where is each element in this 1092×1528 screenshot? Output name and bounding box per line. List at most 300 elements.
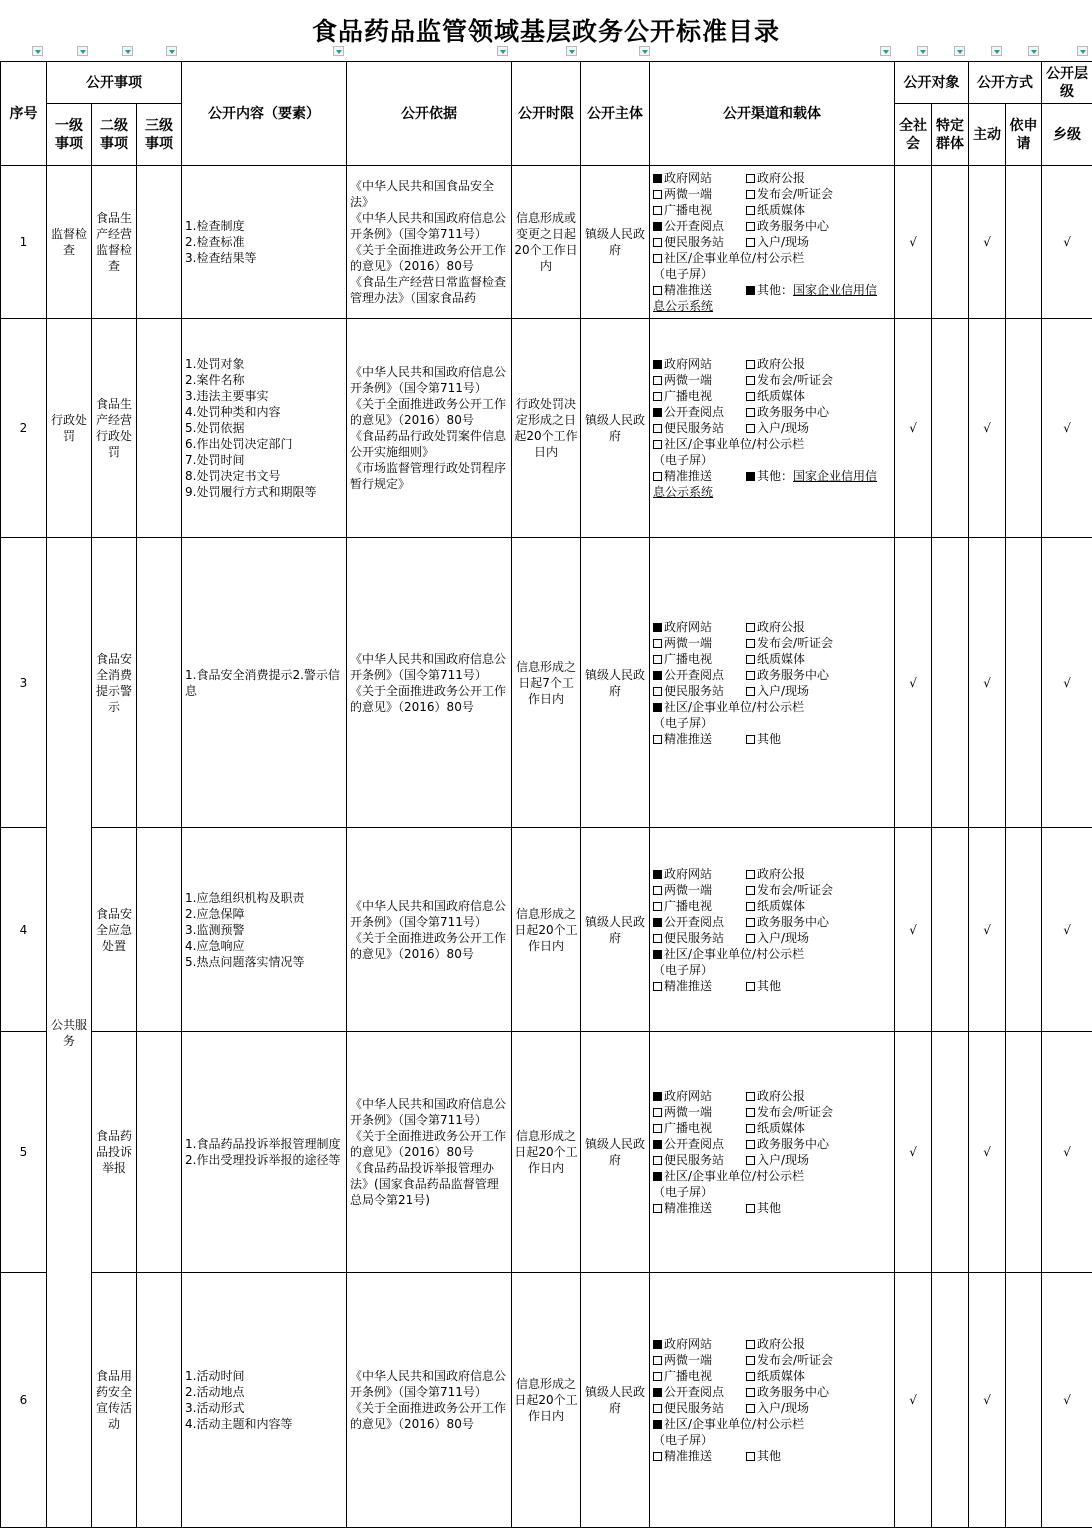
target-group-cell: [932, 319, 969, 538]
channel-option: [653, 235, 724, 249]
channel-label: 政务服务中心: [757, 219, 829, 233]
channel-option: [653, 469, 712, 483]
header-content: 公开内容（要素）: [182, 62, 347, 166]
row-deadline: 信息形成之日起20个工作日内: [512, 828, 581, 1032]
row-content: [182, 1273, 347, 1528]
channel-line: [653, 372, 891, 388]
checkbox-icon: [746, 1156, 755, 1165]
checkbox-icon: [746, 222, 755, 231]
checkbox-icon: [746, 174, 755, 183]
checkbox-icon: [746, 1140, 755, 1149]
channel-col: [653, 282, 746, 298]
channel-option: [746, 1105, 833, 1119]
row-content: [182, 1032, 347, 1273]
checked-box-icon: [653, 623, 662, 632]
channel-option: [746, 235, 809, 249]
channel-label: 其他：: [757, 469, 793, 483]
channel-col: [653, 356, 746, 372]
row-level3: [137, 1273, 182, 1528]
checkmark-icon: √: [983, 1393, 991, 1407]
filter-dropdown-icon[interactable]: [639, 46, 650, 56]
checkmark-icon: √: [983, 676, 991, 690]
checkbox-icon: [746, 918, 755, 927]
channel-option: [653, 899, 712, 913]
channel-option: [653, 357, 712, 371]
row-level1: 公共服务: [47, 538, 92, 1528]
filter-dropdown-icon[interactable]: [954, 46, 965, 56]
mode-active-check: [969, 1032, 1006, 1273]
checkbox-icon: [653, 1372, 662, 1381]
row-basis-line: 《关于全面推进政务公开工作的意见》（2016）80号: [350, 1128, 509, 1160]
channel-label: 政务服务中心: [757, 405, 829, 419]
channel-label: 其他: [757, 979, 781, 993]
channel-option: [746, 389, 805, 403]
checked-box-icon: [653, 918, 662, 927]
channel-label: 精准推送: [664, 1201, 712, 1215]
checkbox-icon: [746, 1124, 755, 1133]
checked-box-icon: [653, 1388, 662, 1397]
channel-line: [653, 1432, 891, 1448]
checkbox-icon: [653, 424, 662, 433]
channel-label: （电子屏）: [653, 963, 713, 977]
channel-label: （电子屏）: [653, 453, 713, 467]
checkmark-icon: √: [909, 923, 917, 937]
channel-option: [746, 203, 805, 217]
channel-label: 纸质媒体: [757, 389, 805, 403]
checkbox-icon: [746, 1340, 755, 1349]
checkbox-icon: [746, 655, 755, 664]
channel-line: [653, 1184, 891, 1200]
filter-dropdown-icon[interactable]: [1077, 46, 1088, 56]
channel-label: （电子屏）: [653, 267, 713, 281]
row-basis-line: 《市场监督管理行政处罚程序暂行规定》: [350, 460, 509, 492]
row-content-line: 3.活动形式: [185, 1400, 344, 1416]
channel-option: [746, 899, 805, 913]
header-level2: 二级事项: [92, 104, 137, 166]
channel-label: 政府公报: [757, 867, 805, 881]
channel-option: [746, 1369, 805, 1383]
row-basis: [347, 319, 512, 538]
row-content-line: 7.处罚时间: [185, 452, 344, 468]
checkbox-icon: [653, 1356, 662, 1365]
checkbox-icon: [746, 1372, 755, 1381]
channel-line: [653, 882, 891, 898]
checkmark-icon: √: [983, 923, 991, 937]
channel-option: [653, 1089, 712, 1103]
row-subject: 镇级人民政府: [581, 319, 650, 538]
channel-line: [653, 619, 891, 635]
channel-option: [653, 1121, 712, 1135]
channel-cell: [650, 166, 895, 319]
target-group-cell: [932, 166, 969, 319]
channel-label: 公开查阅点: [664, 668, 724, 682]
channel-label: 社区/企事业单位/村公示栏: [664, 947, 804, 961]
row-content-line: 1.食品药品投诉举报管理制度: [185, 1136, 344, 1152]
channel-option: [746, 1353, 833, 1367]
channel-col: [653, 914, 746, 930]
checkbox-icon: [653, 1156, 662, 1165]
row-seq: 4: [1, 828, 47, 1032]
channel-option: [653, 1417, 804, 1431]
channel-label: 便民服务站: [664, 931, 724, 945]
channel-line: [653, 282, 891, 298]
channel-label: 公开查阅点: [664, 915, 724, 929]
filter-dropdown-icon[interactable]: [77, 46, 88, 56]
channel-option: [653, 187, 712, 201]
channel-label: 发布会/听证会: [757, 187, 833, 201]
channel-line: [653, 420, 891, 436]
channel-label: 入户/现场: [757, 1401, 809, 1415]
channel-line: [653, 962, 891, 978]
row-subject: 镇级人民政府: [581, 166, 650, 319]
checkbox-icon: [653, 1204, 662, 1213]
channel-line: [653, 218, 891, 234]
filter-dropdown-icon[interactable]: [991, 46, 1002, 56]
channel-option: [746, 1201, 781, 1215]
filter-dropdown-icon[interactable]: [917, 46, 928, 56]
checkbox-icon: [746, 982, 755, 991]
filter-dropdown-icon[interactable]: [166, 46, 177, 56]
row-content-line: 1.处罚对象: [185, 356, 344, 372]
channel-col: [653, 667, 746, 683]
channel-line: [653, 1336, 891, 1352]
channel-line: [653, 1088, 891, 1104]
channel-col: [653, 218, 746, 234]
filter-dropdown-icon[interactable]: [122, 46, 133, 56]
channel-label: 社区/企事业单位/村公示栏: [664, 1417, 804, 1431]
header-level3: 三级事项: [137, 104, 182, 166]
channel-label: 精准推送: [664, 732, 712, 746]
channel-option: [653, 1169, 804, 1183]
channel-col: [653, 186, 746, 202]
channel-option: [653, 668, 724, 682]
channel-label: （电子屏）: [653, 1185, 713, 1199]
channel-option: [746, 469, 877, 483]
channel-label: 入户/现场: [757, 684, 809, 698]
row-level1: 监督检查: [47, 166, 92, 319]
channel-label: 政府公报: [757, 357, 805, 371]
checkmark-icon: √: [1063, 923, 1071, 937]
channel-line: [653, 170, 891, 186]
channel-label: 政务服务中心: [757, 668, 829, 682]
channel-option: [653, 1353, 712, 1367]
row-basis-line: 《食品药品行政处罚案件信息公开实施细则》: [350, 428, 509, 460]
channel-option: [746, 732, 781, 746]
channel-label: 两微一端: [664, 883, 712, 897]
filter-dropdown-icon[interactable]: [32, 46, 43, 56]
row-basis-line: 《食品生产经营日常监督检查管理办法》（国家食品药: [350, 274, 509, 306]
row-seq: 3: [1, 538, 47, 828]
channel-line: [653, 1352, 891, 1368]
channel-option: [653, 283, 712, 297]
row-seq: 6: [1, 1273, 47, 1528]
checkbox-icon: [746, 376, 755, 385]
channel-option: [746, 219, 829, 233]
level-town-check: [1042, 319, 1092, 538]
row-basis: [347, 1273, 512, 1528]
channel-option: [746, 373, 833, 387]
channel-label: 广播电视: [664, 1121, 712, 1135]
channel-option: [653, 979, 712, 993]
channel-label: 政府公报: [757, 620, 805, 634]
channel-label: 公开查阅点: [664, 405, 724, 419]
channel-label: 广播电视: [664, 389, 712, 403]
channel-option: [653, 1385, 724, 1399]
channel-option: [653, 1201, 712, 1215]
channel-cell: [650, 538, 895, 828]
channel-line: [653, 436, 891, 452]
level-town-check: [1042, 1032, 1092, 1273]
checked-box-icon: [653, 360, 662, 369]
row-basis: [347, 166, 512, 319]
channel-line: [653, 404, 891, 420]
checkbox-icon: [746, 392, 755, 401]
row-content-line: 5.热点问题落实情况等: [185, 954, 344, 970]
checkbox-icon: [746, 934, 755, 943]
row-basis-line: 《中华人民共和国政府信息公开条例》（国令第711号）: [350, 364, 509, 396]
header-deadline: 公开时限: [512, 62, 581, 166]
row-level2: 食品安全应急处置: [92, 828, 137, 1032]
channel-line: [653, 186, 891, 202]
channel-col: [653, 388, 746, 404]
filter-dropdown-icon[interactable]: [880, 46, 891, 56]
checkbox-icon: [653, 376, 662, 385]
row-basis-line: 《中华人民共和国政府信息公开条例》（国令第711号）: [350, 1368, 509, 1400]
credit-system-link: 息公示系统: [653, 299, 713, 313]
channel-label: 便民服务站: [664, 1153, 724, 1167]
row-basis: [347, 828, 512, 1032]
mode-apply-cell: [1006, 319, 1042, 538]
mode-apply-cell: [1006, 1273, 1042, 1528]
checkbox-icon: [653, 886, 662, 895]
checkbox-icon: [653, 392, 662, 401]
checked-box-icon: [653, 703, 662, 712]
row-subject: 镇级人民政府: [581, 1273, 650, 1528]
channel-col: [653, 372, 746, 388]
checkmark-icon: √: [1063, 1393, 1071, 1407]
channel-option: [746, 283, 877, 297]
channel-option: [746, 1153, 809, 1167]
channel-line: [653, 468, 891, 484]
checkmark-icon: √: [983, 421, 991, 435]
channel-label: 纸质媒体: [757, 203, 805, 217]
filter-dropdown-icon[interactable]: [497, 46, 508, 56]
row-basis-line: 《中华人民共和国政府信息公开条例》（国令第711号）: [350, 898, 509, 930]
row-basis: [347, 538, 512, 828]
channel-label: 公开查阅点: [664, 219, 724, 233]
header-subject: 公开主体: [581, 62, 650, 166]
channel-option: [746, 652, 805, 666]
checkbox-icon: [653, 902, 662, 911]
channel-label: 其他：: [757, 283, 793, 297]
row-content-line: 3.检查结果等: [185, 250, 344, 266]
checked-box-icon: [653, 1340, 662, 1349]
checkbox-icon: [653, 934, 662, 943]
checked-box-icon: [653, 671, 662, 680]
checkmark-icon: √: [983, 235, 991, 249]
row-basis-line: 《食品药品投诉举报管理办法》(国家食品药品监督管理总局令第21号): [350, 1160, 509, 1208]
row-subject: 镇级人民政府: [581, 828, 650, 1032]
channel-option: [653, 219, 724, 233]
target-all-check: [895, 1273, 932, 1528]
channel-option: [653, 947, 804, 961]
channel-label: 政府网站: [664, 1337, 712, 1351]
row-content-line: 1.食品安全消费提示2.警示信息: [185, 667, 344, 699]
channel-line: [653, 484, 891, 500]
row-content: [182, 166, 347, 319]
checkbox-icon: [746, 623, 755, 632]
channel-line: [653, 202, 891, 218]
checkbox-icon: [746, 671, 755, 680]
channel-label: 两微一端: [664, 1105, 712, 1119]
channel-cell: [650, 828, 895, 1032]
filter-dropdown-icon[interactable]: [566, 46, 577, 56]
channel-option: [746, 1401, 809, 1415]
channel-line: [653, 978, 891, 994]
checkbox-icon: [653, 1108, 662, 1117]
channel-label: 其他: [757, 732, 781, 746]
checkbox-icon: [746, 190, 755, 199]
filter-dropdown-icon[interactable]: [1028, 46, 1039, 56]
channel-option: [746, 1385, 829, 1399]
channel-option: [746, 1089, 805, 1103]
channel-col: [653, 202, 746, 218]
channel-label: 政务服务中心: [757, 915, 829, 929]
channel-option: [653, 171, 712, 185]
row-subject: 镇级人民政府: [581, 1032, 650, 1273]
checkbox-icon: [653, 639, 662, 648]
channel-col: [653, 1136, 746, 1152]
row-content-line: 1.活动时间: [185, 1368, 344, 1384]
checkbox-icon: [746, 1388, 755, 1397]
channel-label: 社区/企事业单位/村公示栏: [664, 437, 804, 451]
table-row: [1, 828, 1092, 1032]
row-content-line: 9.处罚履行方式和期限等: [185, 484, 344, 500]
channel-label: 发布会/听证会: [757, 1105, 833, 1119]
channel-option: [746, 915, 829, 929]
row-level3: [137, 319, 182, 538]
mode-apply-cell: [1006, 166, 1042, 319]
header-basis: 公开依据: [347, 62, 512, 166]
row-basis-line: 《关于全面推进政务公开工作的意见》（2016）80号: [350, 242, 509, 274]
mode-active-check: [969, 538, 1006, 828]
channel-line: [653, 1416, 891, 1432]
channel-line: [653, 898, 891, 914]
channel-label: 社区/企事业单位/村公示栏: [664, 700, 804, 714]
table-row: [1, 319, 1092, 538]
checked-box-icon: [653, 408, 662, 417]
header-mode-active: 主动: [969, 104, 1006, 166]
channel-label: 政务服务中心: [757, 1137, 829, 1151]
channel-col: [653, 930, 746, 946]
channel-option: [653, 915, 724, 929]
channel-label: 入户/现场: [757, 235, 809, 249]
target-group-cell: [932, 1032, 969, 1273]
table-row: [1, 1273, 1092, 1528]
channel-label: 发布会/听证会: [757, 373, 833, 387]
channel-label: 纸质媒体: [757, 652, 805, 666]
checkbox-icon: [746, 886, 755, 895]
channel-col: [653, 683, 746, 699]
checkbox-icon: [746, 1108, 755, 1117]
checkbox-icon: [746, 687, 755, 696]
channel-col: [653, 866, 746, 882]
checkmark-icon: √: [909, 235, 917, 249]
table-row: [1, 538, 1092, 828]
channel-cell: [650, 1032, 895, 1273]
credit-system-link: 国家企业信用信: [793, 283, 877, 297]
channel-label: 发布会/听证会: [757, 1353, 833, 1367]
row-basis-line: 《关于全面推进政务公开工作的意见》（2016）80号: [350, 930, 509, 962]
row-basis: [347, 1032, 512, 1273]
header-mode: 公开方式: [969, 62, 1042, 104]
checkbox-icon: [746, 1092, 755, 1101]
channel-option: [653, 867, 712, 881]
checked-box-icon: [653, 1420, 662, 1429]
channel-option: [653, 700, 804, 714]
checkbox-icon: [653, 1124, 662, 1133]
channel-line: [653, 452, 891, 468]
channel-line: [653, 388, 891, 404]
channel-option: [746, 405, 829, 419]
channel-col: [653, 1336, 746, 1352]
channel-label: 精准推送: [664, 979, 712, 993]
channel-line: [653, 1104, 891, 1120]
channel-label: 两微一端: [664, 636, 712, 650]
checkbox-icon: [653, 472, 662, 481]
header-level: 公开层级: [1042, 62, 1092, 104]
channel-label: 广播电视: [664, 652, 712, 666]
channel-line: [653, 683, 891, 699]
channel-option: [653, 732, 712, 746]
channel-option: [653, 652, 712, 666]
channel-line: [653, 234, 891, 250]
row-content-line: 1.检查制度: [185, 218, 344, 234]
channel-label: 广播电视: [664, 899, 712, 913]
channel-line: [653, 1200, 891, 1216]
level-town-check: [1042, 166, 1092, 319]
checked-box-icon: [653, 1140, 662, 1149]
channel-cell: [650, 319, 895, 538]
channel-option: [746, 883, 833, 897]
filter-dropdown-icon[interactable]: [333, 46, 344, 56]
target-all-check: [895, 1032, 932, 1273]
row-content-line: 4.活动主题和内容等: [185, 1416, 344, 1432]
channel-line: [653, 1152, 891, 1168]
channel-col: [653, 1120, 746, 1136]
checkbox-icon: [653, 1452, 662, 1461]
checkmark-icon: √: [909, 1145, 917, 1159]
checkbox-icon: [746, 1204, 755, 1213]
channel-label: 政务服务中心: [757, 1385, 829, 1399]
checkmark-icon: √: [909, 1393, 917, 1407]
channel-col: [653, 1448, 746, 1464]
channel-line: [653, 651, 891, 667]
row-level1: 行政处罚: [47, 319, 92, 538]
row-level3: [137, 1032, 182, 1273]
header-level-town: 乡级: [1042, 104, 1092, 166]
channel-option: [653, 421, 724, 435]
table-row: [1, 1032, 1092, 1273]
row-content-line: 4.处罚种类和内容: [185, 404, 344, 420]
channel-label: 两微一端: [664, 187, 712, 201]
checkbox-icon: [653, 655, 662, 664]
mode-active-check: [969, 319, 1006, 538]
mode-active-check: [969, 828, 1006, 1032]
channel-col: [653, 635, 746, 651]
row-basis-line: 《中华人民共和国政府信息公开条例》（国令第711号）: [350, 651, 509, 683]
checkbox-icon: [653, 982, 662, 991]
